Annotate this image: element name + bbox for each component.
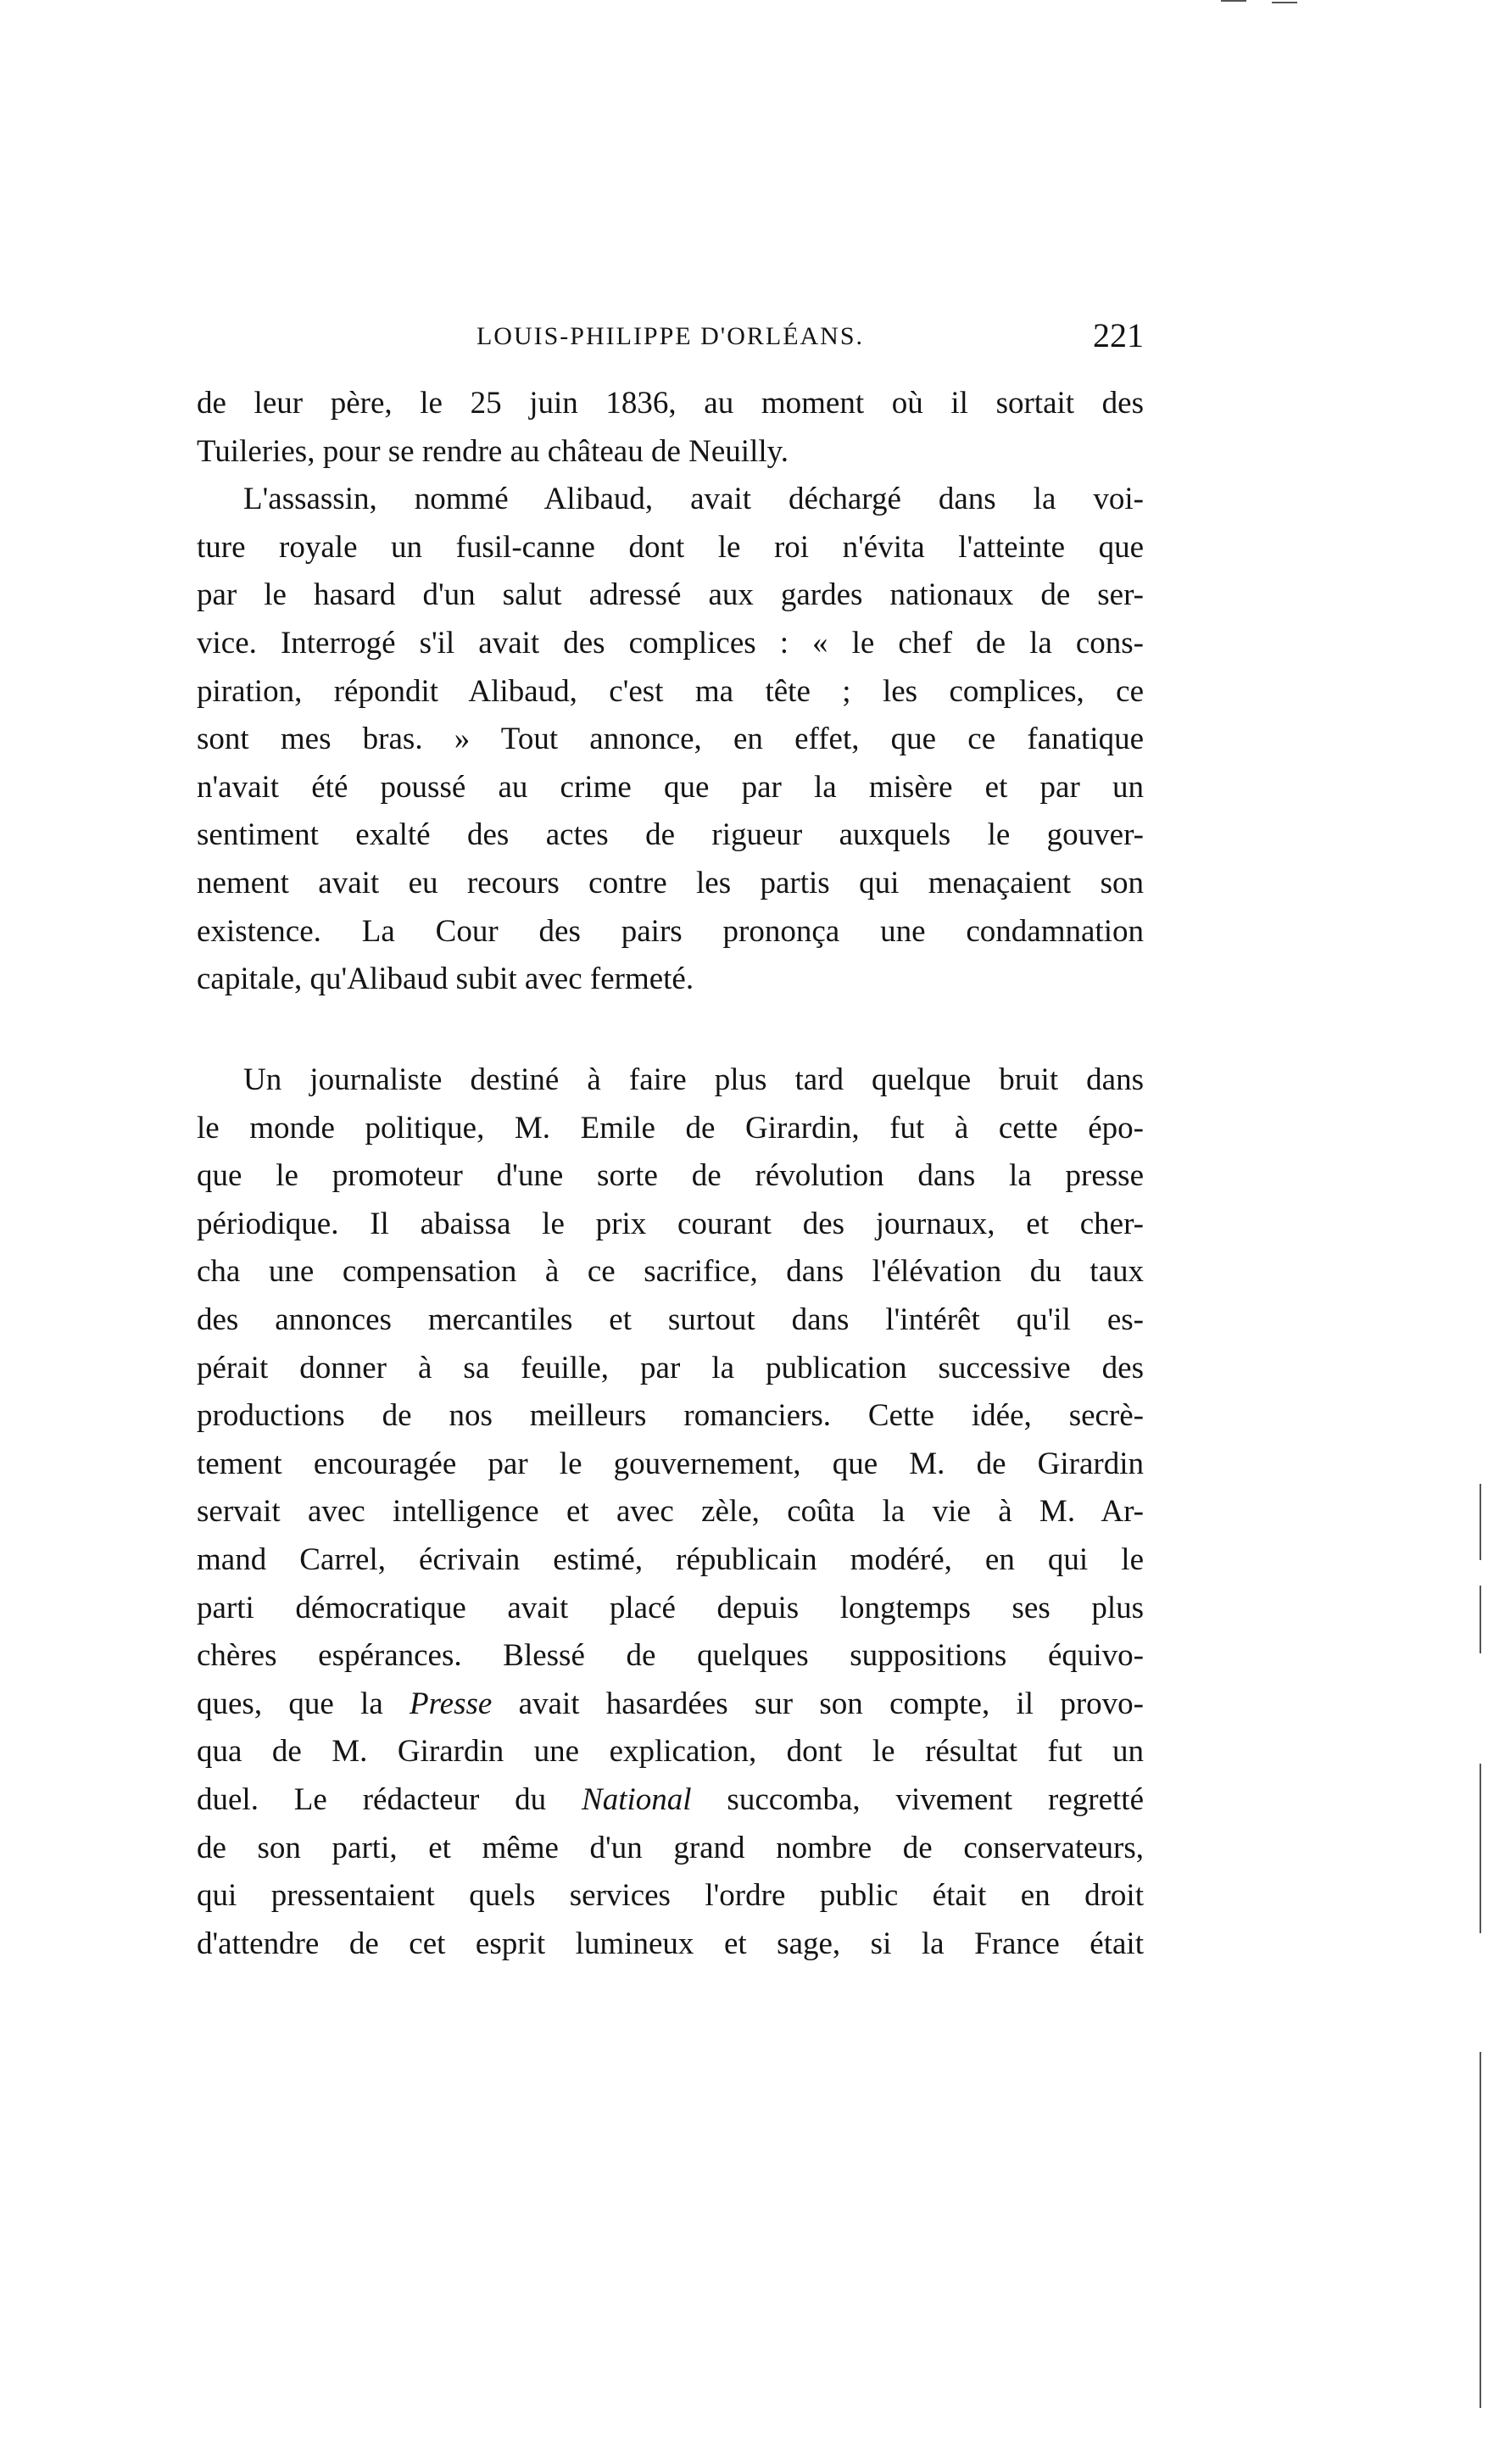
text-line: de son parti, et même d'un grand nombre de conservateurs, (197, 1830, 1144, 1865)
text-line: cha une compensation à ce sacrifice, dans l'élévation du taux (197, 1254, 1144, 1290)
text-line: productions de nos meilleurs romanciers. Cette idée, secrè- (197, 1398, 1144, 1434)
scan-edge-mark (1221, 0, 1246, 2)
text-line: tement encouragée par le gouvernement, que M. de Girardin (197, 1446, 1144, 1481)
text-line: nement avait eu recours contre les partis qui menaçaient son (197, 865, 1144, 900)
text-line: sentiment exalté des actes de rigueur auxquels le gouver- (197, 817, 1144, 853)
text-line: servait avec intelligence et avec zèle, coûta la vie à M. Ar- (197, 1494, 1144, 1530)
text-line: le monde politique, M. Emile de Girardin, fut à cette épo- (197, 1110, 1144, 1146)
scan-edge-mark (1480, 1764, 1481, 1933)
text-line: que le promoteur d'une sorte de révolution dans la presse (197, 1158, 1144, 1194)
text-line: Un journaliste destiné à faire plus tard quelque bruit dans (243, 1062, 1144, 1097)
text-segment: avait hasardées sur son compte, il provo- (492, 1686, 1144, 1721)
text-segment: ques, que la (197, 1686, 410, 1721)
page-number: 221 (1093, 316, 1144, 354)
scan-edge-mark (1480, 1586, 1481, 1653)
text-line (197, 1681, 1144, 1729)
text-line: qua de M. Girardin une explication, dont le résultat fut un (197, 1734, 1144, 1770)
text-segment: duel. Le rédacteur du (197, 1781, 582, 1817)
text-line: n'avait été poussé au crime que par la misère et par un (197, 769, 1144, 805)
running-title: LOUIS-PHILIPPE D'ORLÉANS. (476, 322, 865, 350)
text-line: capitale, qu'Alibaud subit avec fermeté. (197, 962, 694, 997)
page-header (197, 315, 1144, 358)
text-line: ture royale un fusil-canne dont le roi n'évita l'atteinte que (197, 529, 1144, 565)
scan-edge-mark (1272, 2, 1297, 3)
text-line: qui pressentaient quels services l'ordre public était en droit (197, 1878, 1144, 1914)
text-line (197, 1776, 1144, 1825)
text-line: des annonces mercantiles et surtout dans l'intérêt qu'il es- (197, 1302, 1144, 1337)
body-text-top (197, 380, 1144, 1004)
text-line: Tuileries, pour se rendre au château de Neuilly. (197, 433, 789, 469)
italic-title: National (582, 1781, 692, 1817)
text-line: mand Carrel, écrivain estimé, républicain modéré, en qui le (197, 1541, 1144, 1577)
scan-edge-mark (1480, 2052, 1481, 2408)
text-line: piration, répondit Alibaud, c'est ma tête ; les complices, ce (197, 673, 1144, 709)
text-line: d'attendre de cet esprit lumineux et sage, si la France était (197, 1926, 1144, 1961)
text-line: parti démocratique avait placé depuis longtemps ses plus (197, 1590, 1144, 1625)
body-text-bottom (197, 1056, 1144, 1968)
scan-edge-mark (1480, 1484, 1481, 1560)
text-segment: succomba, vivement regretté (691, 1781, 1144, 1817)
text-line: par le hasard d'un salut adressé aux gardes nationaux de ser- (197, 577, 1144, 613)
text-line: pérait donner à sa feuille, par la publication successive des (197, 1350, 1144, 1385)
text-line: vice. Interrogé s'il avait des complices : « le chef de la cons- (197, 625, 1144, 661)
text-line: existence. La Cour des pairs prononça une condamnation (197, 913, 1144, 949)
italic-title: Presse (410, 1686, 493, 1721)
text-line: périodique. Il abaissa le prix courant des journaux, et cher- (197, 1206, 1144, 1241)
text-line: chères espérances. Blessé de quelques suppositions équivo- (197, 1638, 1144, 1674)
text-line: de leur père, le 25 juin 1836, au moment où il sortait des (197, 386, 1144, 421)
text-line: sont mes bras. » Tout annonce, en effet, que ce fanatique (197, 722, 1144, 757)
text-line: L'assassin, nommé Alibaud, avait déchargé dans la voi- (243, 482, 1144, 517)
